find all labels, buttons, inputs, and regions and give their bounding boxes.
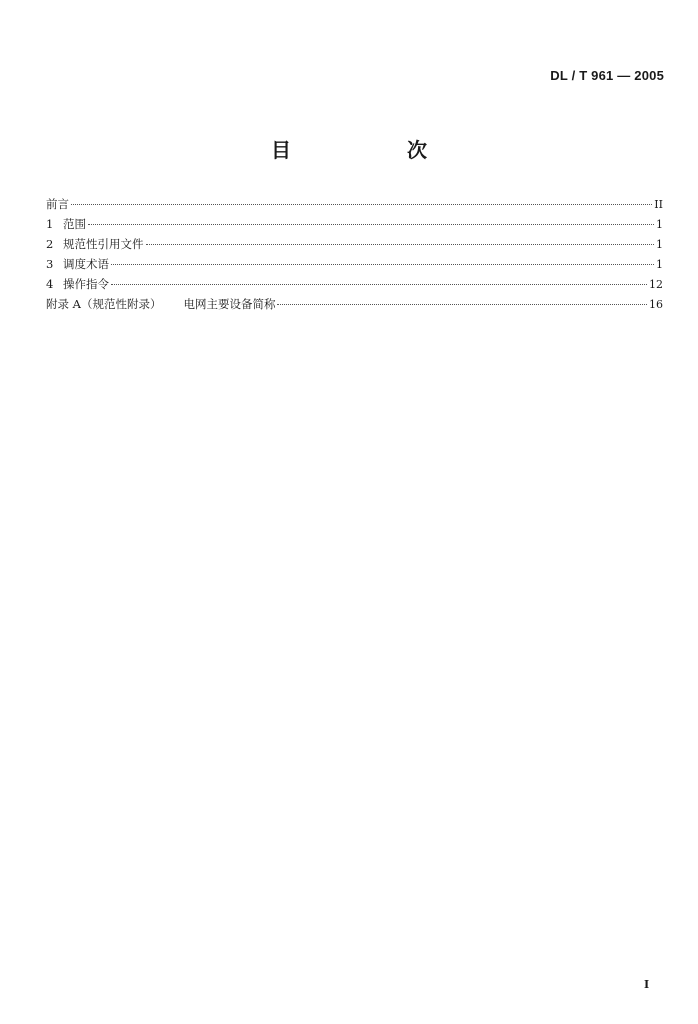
toc-appendix-subtitle: 电网主要设备简称 — [183, 297, 276, 311]
toc-entry-normative-references[interactable] — [46, 234, 663, 254]
toc-entry-dispatch-terms[interactable] — [46, 254, 663, 274]
toc-leader-dots — [146, 244, 655, 245]
page-number: I — [644, 978, 650, 991]
toc-appendix-prefix: 附录 A（规范性附录） — [46, 297, 162, 311]
toc-entry-scope[interactable] — [46, 214, 663, 234]
toc-entry-page: 1 — [656, 218, 663, 231]
toc-entry-label: 操作指令 — [63, 277, 109, 291]
toc-title: 目 次 — [271, 138, 475, 162]
toc-entry-number: 4 — [46, 277, 54, 291]
toc-leader-dots — [88, 224, 654, 225]
toc-entry-foreword[interactable] — [46, 194, 663, 214]
toc-entry-label: 前言 — [46, 197, 69, 211]
table-of-contents — [46, 194, 663, 314]
toc-entry-operation-orders[interactable] — [46, 274, 663, 294]
toc-entry-page: II — [654, 198, 663, 211]
toc-entry-appendix-a[interactable] — [46, 294, 663, 314]
toc-leader-dots — [71, 204, 652, 205]
toc-entry-label: 范围 — [63, 217, 86, 231]
toc-entry-page: 16 — [649, 298, 663, 311]
toc-entry-number: 2 — [46, 237, 54, 251]
toc-entry-page: 12 — [649, 278, 663, 291]
toc-leader-dots — [277, 304, 647, 305]
toc-entry-number: 1 — [46, 217, 54, 231]
toc-entry-number: 3 — [46, 257, 54, 271]
toc-leader-dots — [111, 264, 654, 265]
toc-entry-label: 调度术语 — [63, 257, 109, 271]
toc-leader-dots — [111, 284, 647, 285]
standard-code: DL / T 961 — 2005 — [550, 68, 664, 83]
toc-entry-page: 1 — [656, 258, 663, 271]
toc-entry-label: 规范性引用文件 — [63, 237, 144, 251]
toc-entry-page: 1 — [656, 238, 663, 251]
